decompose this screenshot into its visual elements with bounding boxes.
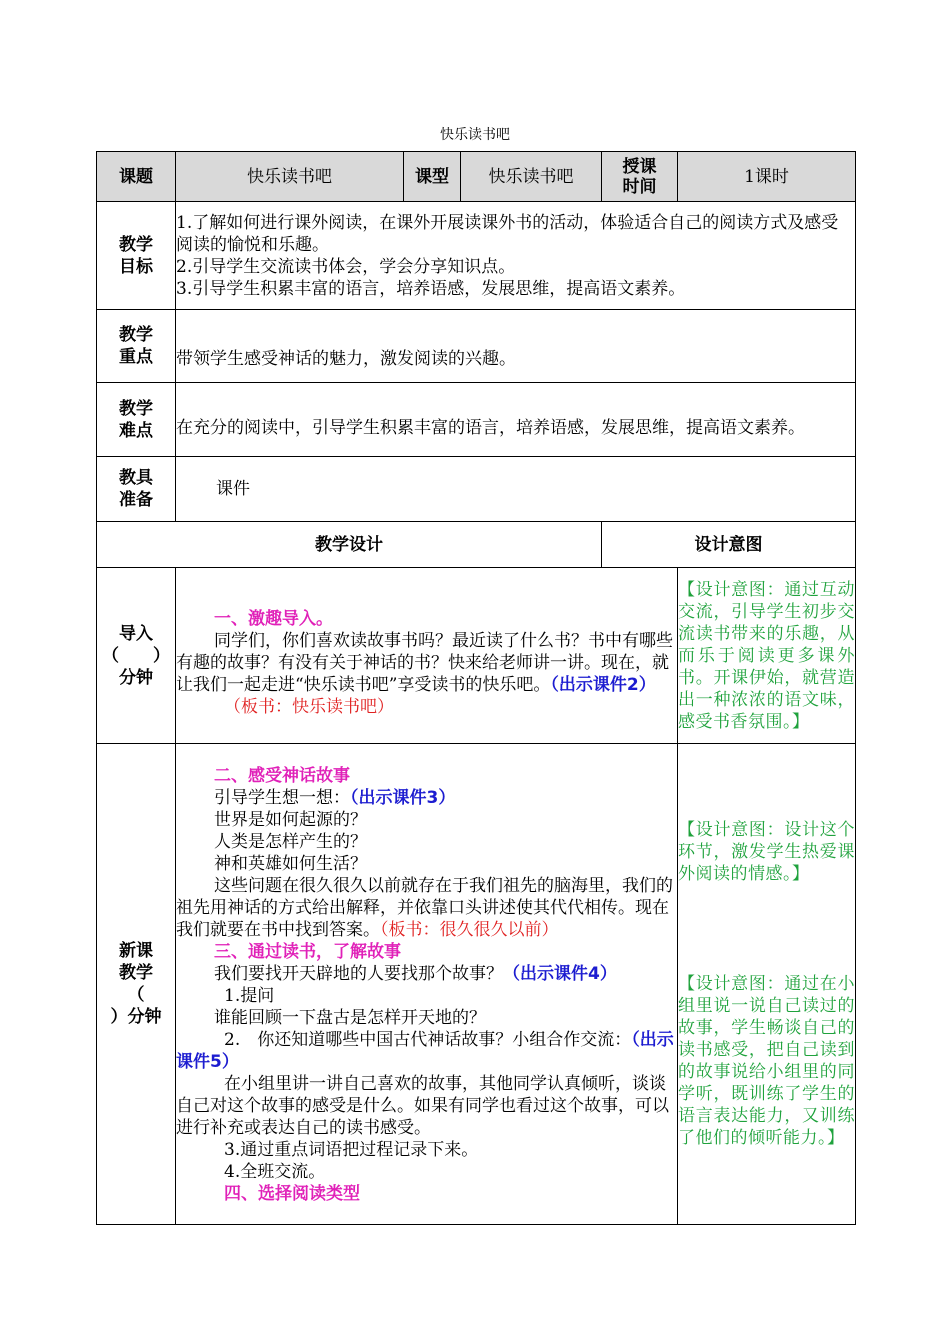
step-3: 3.通过重点词语把过程记录下来。: [224, 1140, 479, 1160]
courseware-3: （出示课件3）: [350, 788, 456, 808]
step-1-question: 谁能回顾一下盘古是怎样开天地的？: [214, 1008, 486, 1028]
step-4: 4.全班交流。: [224, 1162, 326, 1182]
paragraph-1-text: 这些问题在很久很久以前就存在于我们祖先的脑海里，我们的祖先用神话的方式给出解释，并依靠口头讲述使其代代相传。现在我们就要在书中找到答案。: [176, 876, 673, 940]
intro-heading: 一、激趣导入。: [214, 608, 333, 629]
document-title: 快乐读书吧: [440, 127, 510, 143]
new-lesson-label-line2: 教学: [119, 963, 153, 983]
lesson-plan-table: [96, 151, 856, 1225]
new-lesson-row: [97, 744, 856, 1225]
objectives-label: 教学目标: [97, 202, 176, 310]
difficulties-text: 在充分的阅读中，引导学生积累丰富的语言，培养语感，发展思维，提高语文素养。: [176, 383, 856, 457]
step-2-text: 2. 你还知道哪些中国古代神话故事？小组合作交流：: [224, 1030, 632, 1050]
step-1: 1.提问: [224, 986, 275, 1006]
intro-row: [97, 568, 856, 744]
new-lesson-label-line4: ）分钟: [110, 1007, 162, 1027]
type-value: 快乐读书吧: [461, 152, 602, 202]
objectives-content: [176, 202, 856, 310]
intro-label-line3: 分钟: [119, 667, 153, 688]
new-lesson-content: [176, 744, 678, 1225]
new-lesson-label-line1: 新课: [119, 941, 153, 961]
objective-1: 1.了解如何进行课外阅读，在课外开展读课外书的活动，体验适合自己的阅读方式及感受阅读的愉悦和乐趣。: [176, 212, 839, 255]
paragraph-1: [176, 875, 677, 941]
intro-board: （板书：快乐读书吧）: [224, 696, 394, 717]
intro-body-text: 同学们，你们喜欢读故事书吗？最近读了什么书？书中有哪些有趣的故事？有没有关于神话的书？快来给老师讲一讲。现在，就让我们一起走进“快乐读书吧”享受读书的快乐吧。: [176, 630, 673, 695]
new-lesson-intent: [678, 744, 856, 1225]
objectives-row: [97, 202, 856, 310]
type-label: 课型: [404, 152, 461, 202]
intent-heading: 设计意图: [602, 522, 856, 568]
intent-2: 【设计意图：通过在小组里说一说自己读过的故事，学生畅谈自己的读书感受，把自己读到的故事说给小组里的同学听，既训练了学生的语言表达能力，又训练了他们的倾听能力。】: [678, 974, 855, 1148]
question-2: 人类是怎样产生的？: [214, 832, 367, 852]
courseware-5: （出示课件5）: [176, 1030, 674, 1072]
objective-3: 3.引导学生积累丰富的语言，培养语感，发展思维，提高语文素养。: [176, 278, 686, 299]
intro-content: [176, 568, 678, 744]
think-text: 引导学生想一想：: [214, 788, 350, 808]
find-text: 我们要找开天辟地的人要找那个故事？: [214, 964, 503, 984]
group-discussion: 在小组里讲一讲自己喜欢的故事，其他同学认真倾听，谈谈自己对这个故事的感受是什么。如果有同学也看过这个故事，可以进行补充或表达自己的读书感受。: [176, 1074, 669, 1138]
difficulties-label: 教学难点: [97, 383, 176, 457]
intent-1: 【设计意图：设计这个环节，激发学生热爱课外阅读的情感。】: [678, 820, 855, 884]
question-3: 神和英雄如何生活？: [214, 854, 367, 874]
new-lesson-label: [97, 744, 176, 1225]
intro-label-line1: 导入: [119, 623, 153, 644]
question-1: 世界是如何起源的？: [214, 810, 367, 830]
materials-text: 课件: [176, 457, 856, 522]
heading-2: 二、感受神话故事: [214, 766, 350, 786]
design-heading: 教学设计: [97, 522, 602, 568]
heading-3: 三、通过读书，了解故事: [214, 942, 401, 962]
courseware-4: （出示课件4）: [503, 964, 617, 984]
intro-intent: 【设计意图：通过互动交流，引导学生初步交流读书带来的乐趣，从而乐于阅读更多课外书。开课伊始，就营造出一种浓浓的语文味，感受书香氛围。】: [678, 568, 856, 744]
difficulties-row: [97, 383, 856, 457]
intro-label-line2: （ ）: [102, 645, 170, 666]
think-line: [176, 787, 677, 809]
find-line: [176, 963, 677, 985]
intro-courseware: （出示课件2）: [550, 674, 656, 695]
topic-value: 快乐读书吧: [176, 152, 404, 202]
key-points-label: 教学重点: [97, 310, 176, 383]
key-points-row: [97, 310, 856, 383]
design-header-row: [97, 522, 856, 568]
header-row: [97, 152, 856, 202]
time-value: 1课时: [678, 152, 856, 202]
intro-body: [176, 630, 677, 696]
time-label: 授课时间: [602, 152, 678, 202]
objective-2: 2.引导学生交流读书体会，学会分享知识点。: [176, 256, 516, 277]
heading-4: 四、选择阅读类型: [224, 1184, 360, 1204]
topic-label: 课题: [97, 152, 176, 202]
key-points-text: 带领学生感受神话的魅力，激发阅读的兴趣。: [176, 310, 856, 383]
step-2: [176, 1029, 677, 1073]
intro-label: [97, 568, 176, 744]
materials-row: [97, 457, 856, 522]
materials-label: 教具准备: [97, 457, 176, 522]
board-2: （板书：很久很久以前）: [380, 920, 559, 940]
new-lesson-label-line3: （: [127, 985, 145, 1005]
